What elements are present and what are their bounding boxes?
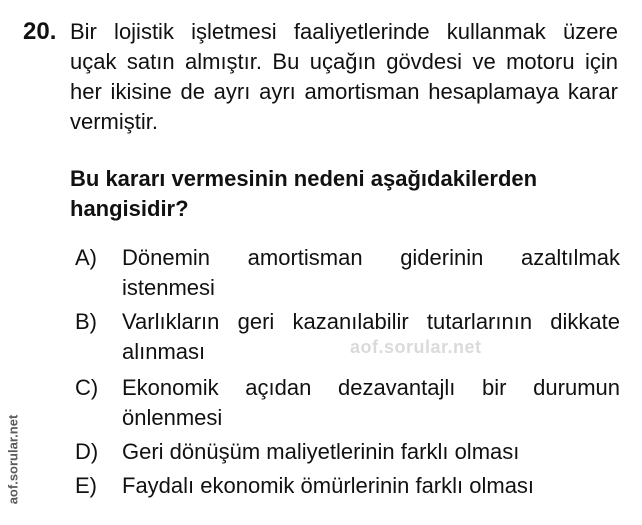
question-number: 20. bbox=[23, 18, 57, 45]
option-letter: D) bbox=[75, 439, 99, 464]
question-text: Bir lojistik işletmesi faaliyetlerinde kullanmak üzere uçak satın almıştır. Bu uçağın gövdesi ve motoru için her ikisine de ayrı ayrı amortisman hesaplamaya karar vermiştir. bbox=[70, 19, 618, 134]
option-text: Ekonomik açıdan dezavantajlı bir durumun önlenmesi bbox=[122, 375, 620, 430]
question-prompt: Bu kararı vermesinin nedeni aşağıdakilerden hangisidir? bbox=[70, 166, 538, 221]
option-text: Geri dönüşüm maliyetlerinin farklı olması bbox=[122, 439, 520, 464]
option-letter: A) bbox=[75, 245, 97, 270]
option-text: Faydalı ekonomik ömürlerinin farklı olması bbox=[122, 473, 535, 498]
watermark-center: aof.sorular.net bbox=[350, 337, 482, 357]
option-letter: C) bbox=[75, 375, 99, 400]
watermark-side: aof.sorular.net bbox=[5, 414, 21, 505]
option-text: Dönemin amortisman giderinin azaltılmak istenmesi bbox=[122, 245, 620, 300]
option-letter: E) bbox=[75, 473, 97, 498]
option-text: Varlıkların geri kazanılabilir tutarlarının dikkate alınması bbox=[122, 309, 620, 364]
option-letter: B) bbox=[75, 309, 97, 334]
